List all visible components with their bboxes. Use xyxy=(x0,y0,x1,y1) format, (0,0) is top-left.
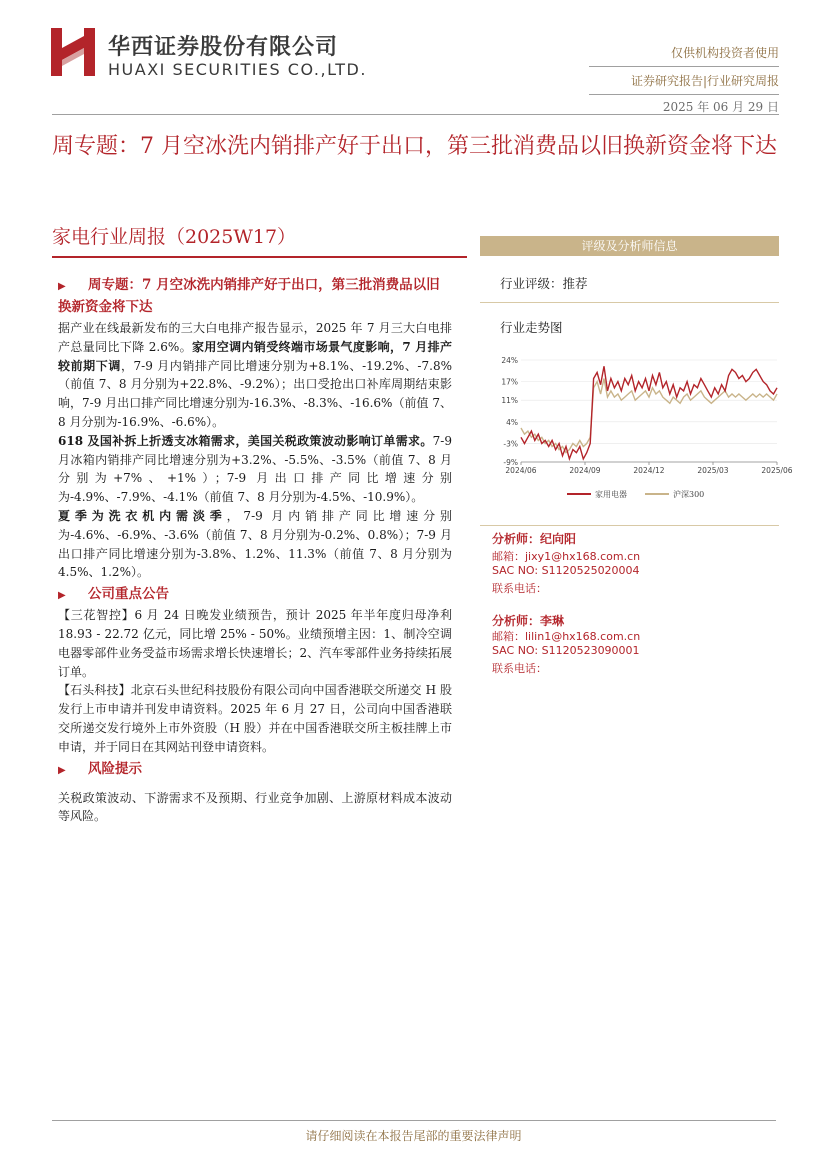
report-title: 周专题：7 月空冰洗内销排产好于出口，第三批消费品以旧换新资金将下达 xyxy=(52,134,777,159)
triangle-bullet-icon: ▶ xyxy=(58,281,66,292)
paragraph: 夏季为洗衣机内需淡季，7-9 月内销排产同比增速分别为-4.6%、-6.9%、-3.6%（前值 7、8 月分别为-0.2%、0.8%）；7-9 月出口排产同比增速分别为-3.8%、1.2%、11.3%（前值 7、8 月分别为 4.5%、1.2%）。 xyxy=(58,508,452,580)
rating-panel-header: 评级及分析师信息 xyxy=(480,236,779,256)
triangle-bullet-icon: ▶ xyxy=(58,764,66,776)
paragraph: 据产业在线最新发布的三大白电排产报告显示，2025 年 7 月三大白电排产总量同比下降 2.6%。家用空调内销受终端市场景气度影响，7 月排产较前期下调，7-9 月内销排产同比增速分别为+8.1%、-19.2%、-7.8%（前值 7、8 月分别为+22.8%、-9.2%）；出口受抢出口补库周期结束影响，7-9 月出口排产同比增速分别为-16.3%、-8.3%、-16.6%（前值 7、8 月分别为-16.9%、-6.6%）。 xyxy=(58,321,452,429)
analyst-email: 邮箱：lilin1@hx168.com.cn xyxy=(492,630,641,643)
y-tick-label: 11% xyxy=(501,396,518,406)
x-tick-label: 2024/06 xyxy=(505,466,537,475)
report-type: 证券研究报告|行业研究周报 xyxy=(630,74,779,88)
risk-text: 关税政策波动、下游需求不及预期、行业竞争加剧、上游原材料成本波动等风险。 xyxy=(58,790,452,824)
announcement: 【三花智控】6 月 24 日晚发业绩预告，预计 2025 年半年度归母净利 18.93 - 22.72 亿元，同比增 25% - 50%。业绩预增主因：1、制冷空调电器零部件业务受益市场需求增长快速增长；2、汽车零部件业务持续拓展订单。 xyxy=(58,608,452,679)
huaxi-logo-icon xyxy=(51,28,95,76)
section-heading: ▶ 公司重点公告 xyxy=(58,584,452,606)
y-tick-label: 24% xyxy=(501,356,518,365)
announcement: 【石头科技】北京石头世纪科技股份有限公司向中国香港联交所递交 H 股发行上市申请并刊发申请资料。2025 年 6 月 27 日，公司向中国香港联交所递交发行境外上市外资股（H 股）并在中国香港联交所主板挂牌上市申请，并于同日在其网站刊登申请资料。 xyxy=(58,683,452,754)
triangle-bullet-icon: ▶ xyxy=(58,590,66,602)
analyst-phone: 联系电话： xyxy=(492,582,547,595)
x-tick-label: 2024/09 xyxy=(569,466,601,475)
section-heading: ▶ 周专题：7 月空冰洗内销排产好于出口，第三批消费品以旧换新资金将下达 xyxy=(58,277,440,315)
header-divider xyxy=(52,114,779,115)
analyst-sac: SAC NO: S1120525020004 xyxy=(492,564,640,577)
header-divider xyxy=(589,66,779,67)
header-divider xyxy=(589,94,779,95)
y-tick-label: -9% xyxy=(503,458,518,467)
audience-note: 仅供机构投资者使用 xyxy=(670,46,779,60)
analyst-name: 分析师：纪向阳 xyxy=(492,532,577,546)
panel-divider xyxy=(480,525,779,526)
footer-divider xyxy=(52,1120,776,1121)
report-date: 2025 年 06 月 29 日 xyxy=(662,100,779,114)
analyst-sac: SAC NO: S1120523090001 xyxy=(492,644,640,657)
legal-notice: 请仔细阅读在本报告尾部的重要法律声明 xyxy=(305,1129,522,1143)
company-name-en: HUAXI SECURITIES CO.,LTD. xyxy=(108,60,367,79)
y-tick-label: 4% xyxy=(506,417,518,427)
x-tick-label: 2024/12 xyxy=(633,466,665,475)
series-line xyxy=(521,366,777,459)
y-tick-label: -3% xyxy=(503,439,518,449)
section-heading: ▶ 风险提示 xyxy=(58,759,452,781)
report-subtitle: 家电行业周报（2025W17） xyxy=(52,226,297,248)
x-tick-label: 2025/03 xyxy=(697,466,729,475)
analyst-phone: 联系电话： xyxy=(492,662,547,675)
legend-label: 家用电器 xyxy=(595,490,627,499)
y-tick-label: 17% xyxy=(501,377,518,387)
main-content xyxy=(58,275,452,826)
legend-label: 沪深300 xyxy=(673,490,705,499)
analyst-email: 邮箱：jixy1@hx168.com.cn xyxy=(492,550,641,563)
paragraph: 618 及国补拆上折透支冰箱需求，美国关税政策波动影响订单需求。7-9 月冰箱内销排产同比增速分别为+3.2%、-5.5%、-3.5%（前值 7、8 月分别为+7%、+1%）；7-9 月出口排产同比增速分别为-4.9%、-7.9%、-4.1%（前值 7、8 月分别为-4.5%、-10.9%）。 xyxy=(58,433,452,505)
trend-chart xyxy=(489,350,793,510)
title-rule xyxy=(52,256,467,258)
x-tick-label: 2025/06 xyxy=(761,466,793,475)
trend-chart-title: 行业走势图 xyxy=(500,320,563,335)
industry-rating: 行业评级：推荐 xyxy=(500,276,588,291)
company-name-cn: 华西证券股份有限公司 xyxy=(108,35,339,60)
analyst-name: 分析师：李琳 xyxy=(492,614,565,628)
panel-divider xyxy=(480,302,779,303)
